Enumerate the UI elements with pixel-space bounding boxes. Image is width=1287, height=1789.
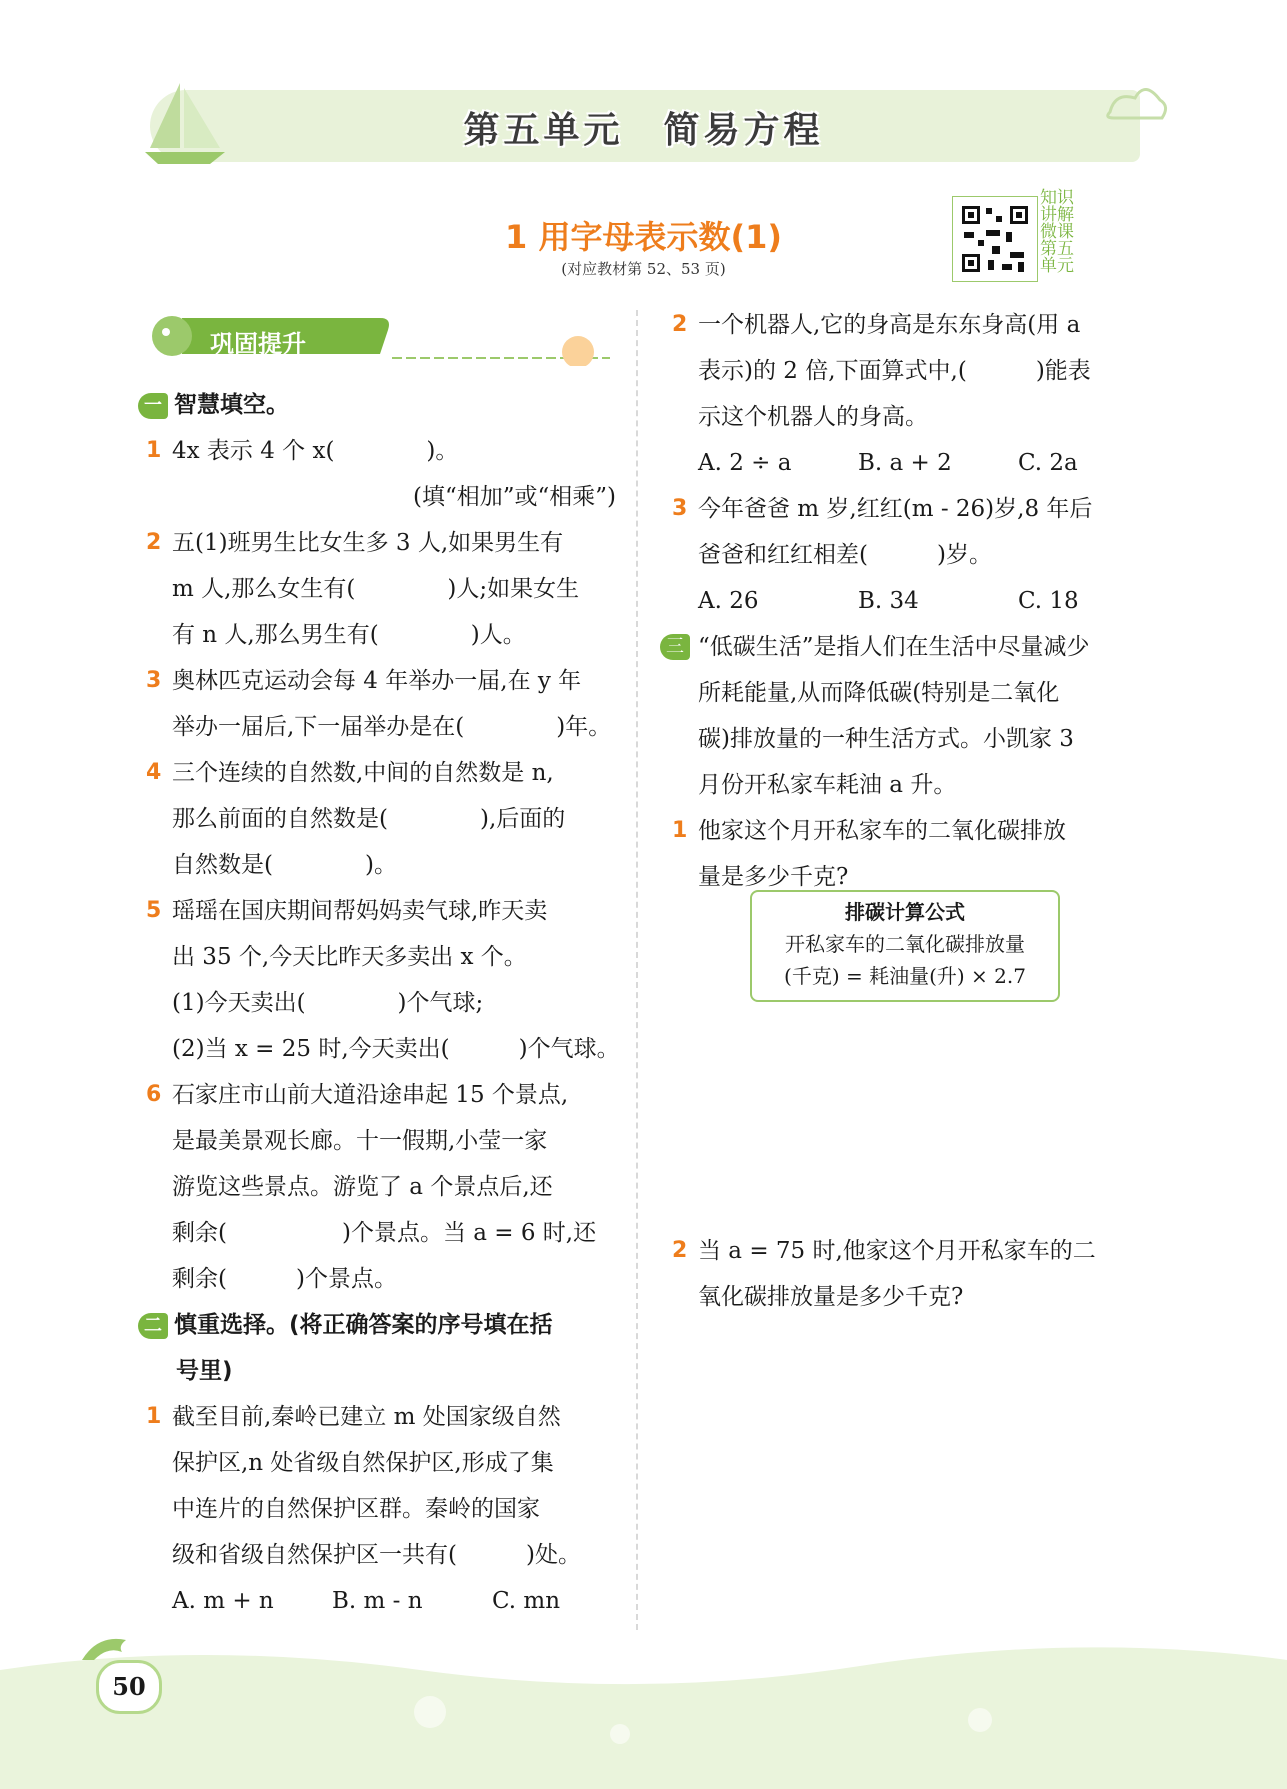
option-a: A. 26 — [698, 588, 759, 614]
option-a: A. m + n — [172, 1588, 274, 1614]
formula-line: (千克) = 耗油量(升) × 2.7 — [784, 964, 1026, 988]
question-text: 他家这个月开私家车的二氧化碳排放 — [698, 818, 1066, 844]
question-text: 保护区,n 处省级自然保护区,形成了集 — [172, 1450, 554, 1476]
option-c: C. 2a — [1018, 450, 1078, 476]
question-text: 举办一届后,下一届举办是在( )年。 — [172, 714, 612, 740]
question-text: 表示)的 2 倍,下面算式中,( )能表 — [698, 358, 1091, 384]
question-text: 游览这些景点。游览了 a 个景点后,还 — [172, 1174, 553, 1200]
choice-options — [662, 440, 1152, 486]
section-title: 智慧填空。 — [174, 392, 289, 418]
question-number: 2 — [672, 312, 688, 337]
question-text: 今年爸爸 m 岁,红红(m - 26)岁,8 年后 — [698, 496, 1093, 522]
section-banner — [130, 306, 610, 366]
choice-1 — [138, 1394, 616, 1624]
question-hint: (填“相加”或“相乘”) — [413, 484, 616, 510]
question-5 — [138, 888, 620, 1072]
problem-text: 月份开私家车耗油 a 升。 — [698, 772, 957, 798]
question-1 — [138, 428, 616, 520]
question-number: 6 — [146, 1082, 162, 1107]
question-text: 奥林匹克运动会每 4 年举办一届,在 y 年 — [172, 668, 582, 694]
question-text: 是最美景观长廊。十一假期,小莹一家 — [172, 1128, 548, 1154]
problem-text: “低碳生活”是指人们在生活中尽量减少 — [698, 634, 1090, 660]
section-badge: 二 — [138, 1313, 168, 1339]
question-text: 那么前面的自然数是( ),后面的 — [172, 806, 566, 832]
problem-1 — [662, 808, 1152, 900]
option-c: C. mn — [492, 1588, 561, 1614]
page-number: 50 — [96, 1660, 162, 1714]
right-column — [662, 302, 1152, 900]
problem-2 — [662, 1228, 1152, 1320]
option-b: B. a + 2 — [858, 450, 952, 476]
formula-box — [750, 890, 1060, 1002]
qr-caption: 知识讲解微课 第五单元 — [1040, 188, 1074, 276]
section-low-carbon — [662, 624, 1152, 808]
question-number: 1 — [146, 1404, 162, 1429]
choice-options — [662, 578, 1152, 624]
lesson-subtitle: (对应教材第 52、53 页) — [561, 260, 726, 278]
option-c: C. 18 — [1018, 588, 1079, 614]
left-column — [138, 382, 620, 1624]
question-text: 当 a = 75 时,他家这个月开私家车的二 — [698, 1238, 1096, 1264]
question-number: 3 — [146, 668, 162, 693]
question-text: 有 n 人,那么男生有( )人。 — [172, 622, 526, 648]
section-title: 慎重选择。(将正确答案的序号填在括 — [174, 1312, 553, 1338]
question-text: 瑶瑶在国庆期间帮妈妈卖气球,昨天卖 — [172, 898, 548, 924]
question-2 — [138, 520, 616, 658]
question-number: 1 — [672, 818, 688, 843]
question-text: 截至目前,秦岭已建立 m 处国家级自然 — [172, 1404, 561, 1430]
option-b: B. 34 — [858, 588, 919, 614]
question-text: 量是多少千克? — [698, 864, 849, 890]
question-text: 级和省级自然保护区一共有( )处。 — [172, 1542, 581, 1568]
problem-text: 所耗能量,从而降低碳(特别是二氧化 — [698, 680, 1060, 706]
question-text: 中连片的自然保护区群。秦岭的国家 — [172, 1496, 540, 1522]
option-b: B. m - n — [332, 1588, 423, 1614]
option-a: A. 2 ÷ a — [698, 450, 792, 476]
question-3 — [138, 658, 616, 750]
unit-title: 第五单元 简易方程 — [463, 110, 824, 151]
problem-text: 碳)排放量的一种生活方式。小凯家 3 — [698, 726, 1074, 752]
question-text: 剩余( )个景点。当 a = 6 时,还 — [172, 1220, 597, 1246]
column-divider — [636, 310, 638, 1630]
choice-3 — [662, 486, 1152, 624]
formula-title: 排碳计算公式 — [845, 900, 965, 924]
question-text: (2)当 x = 25 时,今天卖出( )个气球。 — [172, 1036, 620, 1062]
question-text: 一个机器人,它的身高是东东身高(用 a — [698, 312, 1081, 338]
formula-line: 开私家车的二氧化碳排放量 — [785, 932, 1025, 956]
question-text: 自然数是( )。 — [172, 852, 397, 878]
section-badge: 一 — [138, 393, 168, 419]
question-text: 示这个机器人的身高。 — [698, 404, 928, 430]
section-badge: 三 — [660, 634, 690, 660]
question-text: 剩余( )个景点。 — [172, 1266, 397, 1292]
question-6 — [138, 1072, 616, 1302]
choice-2 — [662, 302, 1152, 486]
section-choice — [138, 1302, 616, 1394]
section-title-cont: 号里) — [176, 1358, 233, 1384]
question-4 — [138, 750, 616, 888]
section-fill-blank — [138, 382, 616, 428]
question-number: 1 — [146, 438, 162, 463]
question-text: 三个连续的自然数,中间的自然数是 n, — [172, 760, 554, 786]
question-text: 爸爸和红红相差( )岁。 — [698, 542, 992, 568]
question-text: (1)今天卖出( )个气球; — [172, 990, 484, 1016]
question-number: 5 — [146, 898, 162, 923]
question-text: 出 35 个,今天比昨天多卖出 x 个。 — [172, 944, 527, 970]
qr-code-icon[interactable] — [952, 196, 1038, 282]
choice-options — [138, 1578, 616, 1624]
question-number: 2 — [672, 1238, 688, 1263]
question-text: 五(1)班男生比女生多 3 人,如果男生有 — [172, 530, 564, 556]
question-text: 氧化碳排放量是多少千克? — [698, 1284, 964, 1310]
question-number: 3 — [672, 496, 688, 521]
banner-label: 巩固提升 — [210, 330, 306, 358]
question-text: 石家庄市山前大道沿途串起 15 个景点, — [172, 1082, 569, 1108]
footer-wave — [0, 1630, 1287, 1789]
lesson-title: 1 用字母表示数(1) — [505, 218, 782, 256]
question-number: 4 — [146, 760, 162, 785]
question-text: m 人,那么女生有( )人;如果女生 — [172, 576, 580, 602]
question-number: 2 — [146, 530, 162, 555]
question-text: 4x 表示 4 个 x( )。 — [172, 438, 459, 464]
